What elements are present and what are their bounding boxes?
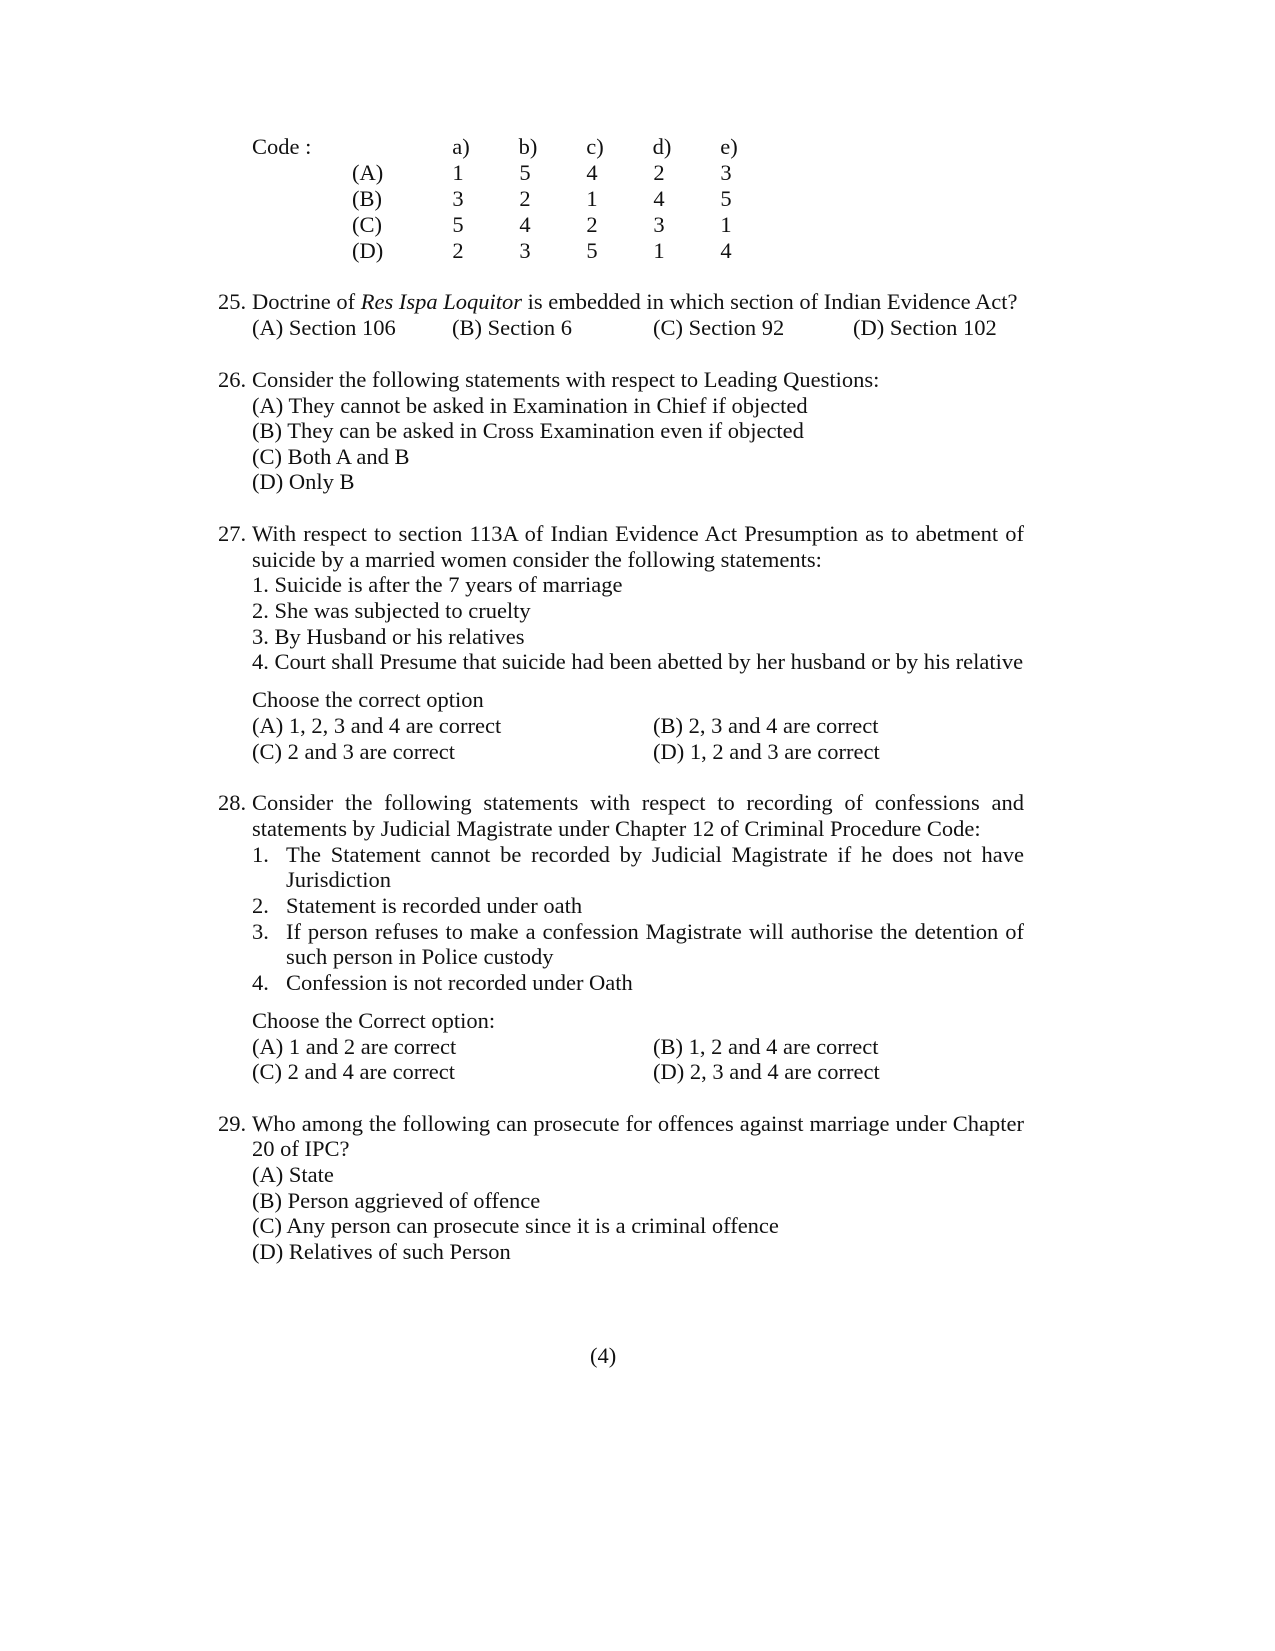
code-cell: 2	[586, 212, 598, 237]
code-header-c: c)	[586, 134, 604, 159]
statement: 2. She was subjected to cruelty	[252, 598, 531, 623]
code-cell: 5	[452, 212, 464, 237]
code-cell: 1	[586, 186, 598, 211]
option-d: (D) 2, 3 and 4 are correct	[653, 1059, 880, 1084]
code-row-option: (A)	[352, 160, 384, 185]
code-cell: 4	[653, 186, 665, 211]
option-b: (B) 1, 2 and 4 are correct	[653, 1034, 879, 1059]
option-c: (C) 2 and 4 are correct	[252, 1059, 456, 1084]
code-row-option: (B)	[352, 186, 382, 211]
statement: If person refuses to make a confession Magistrate will authorise the detention of	[286, 919, 1024, 944]
code-cell: 5	[519, 160, 531, 185]
statement: Statement is recorded under oath	[286, 893, 583, 918]
statement-continuation: Jurisdiction	[286, 867, 391, 892]
code-header-d: d)	[652, 134, 672, 159]
option-d: (D) Relatives of such Person	[252, 1239, 511, 1264]
statement: 1. Suicide is after the 7 years of marriage	[252, 572, 623, 597]
option-a: (A) 1, 2, 3 and 4 are correct	[252, 713, 502, 738]
code-cell: 4	[519, 212, 531, 237]
choose-instruction: Choose the correct option	[252, 687, 484, 712]
option-d: (D) Section 102	[853, 315, 997, 340]
option-c: (C) Both A and B	[252, 444, 410, 469]
statement: The Statement cannot be recorded by Judicial Magistrate if he does not have	[286, 842, 1024, 867]
code-header-e: e)	[720, 134, 738, 159]
question-number: 29.	[218, 1111, 247, 1136]
question-text-italic: Res Ispa Loquitor	[360, 289, 522, 314]
code-cell: 1	[720, 212, 732, 237]
code-header-b: b)	[518, 134, 538, 159]
statement: Confession is not recorded under Oath	[286, 970, 633, 995]
code-cell: 5	[720, 186, 732, 211]
option-c: (C) Section 92	[653, 315, 785, 340]
option-a: (A) Section 106	[252, 315, 396, 340]
option-a: (A) State	[252, 1162, 334, 1187]
question-text-line: 20 of IPC?	[252, 1136, 350, 1161]
question-text-line: Consider the following statements with respect to recording of confessions and	[252, 790, 1024, 815]
question-number: 25.	[218, 289, 247, 314]
statement: 4. Court shall Presume that suicide had been abetted by her husband or by his relative	[252, 649, 1024, 674]
question-number: 28.	[218, 790, 247, 815]
option-b: (B) Person aggrieved of offence	[252, 1188, 541, 1213]
question-text-line: statements by Judicial Magistrate under Chapter 12 of Criminal Procedure Code:	[252, 816, 981, 841]
question-text	[252, 291, 1017, 314]
question-number: 26.	[218, 367, 247, 392]
question-text-part: Doctrine of	[252, 289, 361, 314]
statement-continuation: such person in Police custody	[286, 944, 554, 969]
code-row-option: (C)	[352, 212, 382, 237]
question-text-line: Who among the following can prosecute for offences against marriage under Chapter	[252, 1111, 1024, 1136]
option-c: (C) 2 and 3 are correct	[252, 739, 456, 764]
option-a: (A) 1 and 2 are correct	[252, 1034, 457, 1059]
statement-number: 4.	[252, 970, 269, 995]
question-text: Consider the following statements with respect to Leading Questions:	[252, 367, 880, 392]
code-label: Code :	[252, 134, 312, 159]
code-cell: 4	[720, 238, 732, 263]
option-b: (B) 2, 3 and 4 are correct	[653, 713, 879, 738]
option-d: (D) 1, 2 and 3 are correct	[653, 739, 880, 764]
code-cell: 2	[452, 238, 464, 263]
page-number: (4)	[590, 1343, 617, 1368]
question-text-part: is embedded in which section of Indian Evidence Act?	[521, 289, 1018, 314]
question-text-line: suicide by a married women consider the following statements:	[252, 547, 822, 572]
code-cell: 2	[653, 160, 665, 185]
code-row-option: (D)	[352, 238, 384, 263]
code-cell: 3	[519, 238, 531, 263]
option-b: (B) Section 6	[452, 315, 572, 340]
question-number: 27.	[218, 521, 247, 546]
code-cell: 4	[586, 160, 598, 185]
code-cell: 3	[653, 212, 665, 237]
option-b: (B) They can be asked in Cross Examination even if objected	[252, 418, 804, 443]
statement-number: 1.	[252, 842, 269, 867]
option-c: (C) Any person can prosecute since it is a criminal offence	[252, 1213, 779, 1238]
choose-instruction: Choose the Correct option:	[252, 1008, 496, 1033]
code-cell: 3	[720, 160, 732, 185]
statement: 3. By Husband or his relatives	[252, 624, 525, 649]
code-cell: 1	[452, 160, 464, 185]
statement-number: 2.	[252, 893, 269, 918]
code-header-a: a)	[452, 134, 470, 159]
code-cell: 1	[653, 238, 665, 263]
statement-number: 3.	[252, 919, 269, 944]
question-text-line: With respect to section 113A of Indian Evidence Act Presumption as to abetment of	[252, 521, 1024, 546]
option-a: (A) They cannot be asked in Examination in Chief if objected	[252, 393, 808, 418]
code-cell: 5	[586, 238, 598, 263]
code-cell: 3	[452, 186, 464, 211]
option-d: (D) Only B	[252, 469, 355, 494]
code-cell: 2	[519, 186, 531, 211]
